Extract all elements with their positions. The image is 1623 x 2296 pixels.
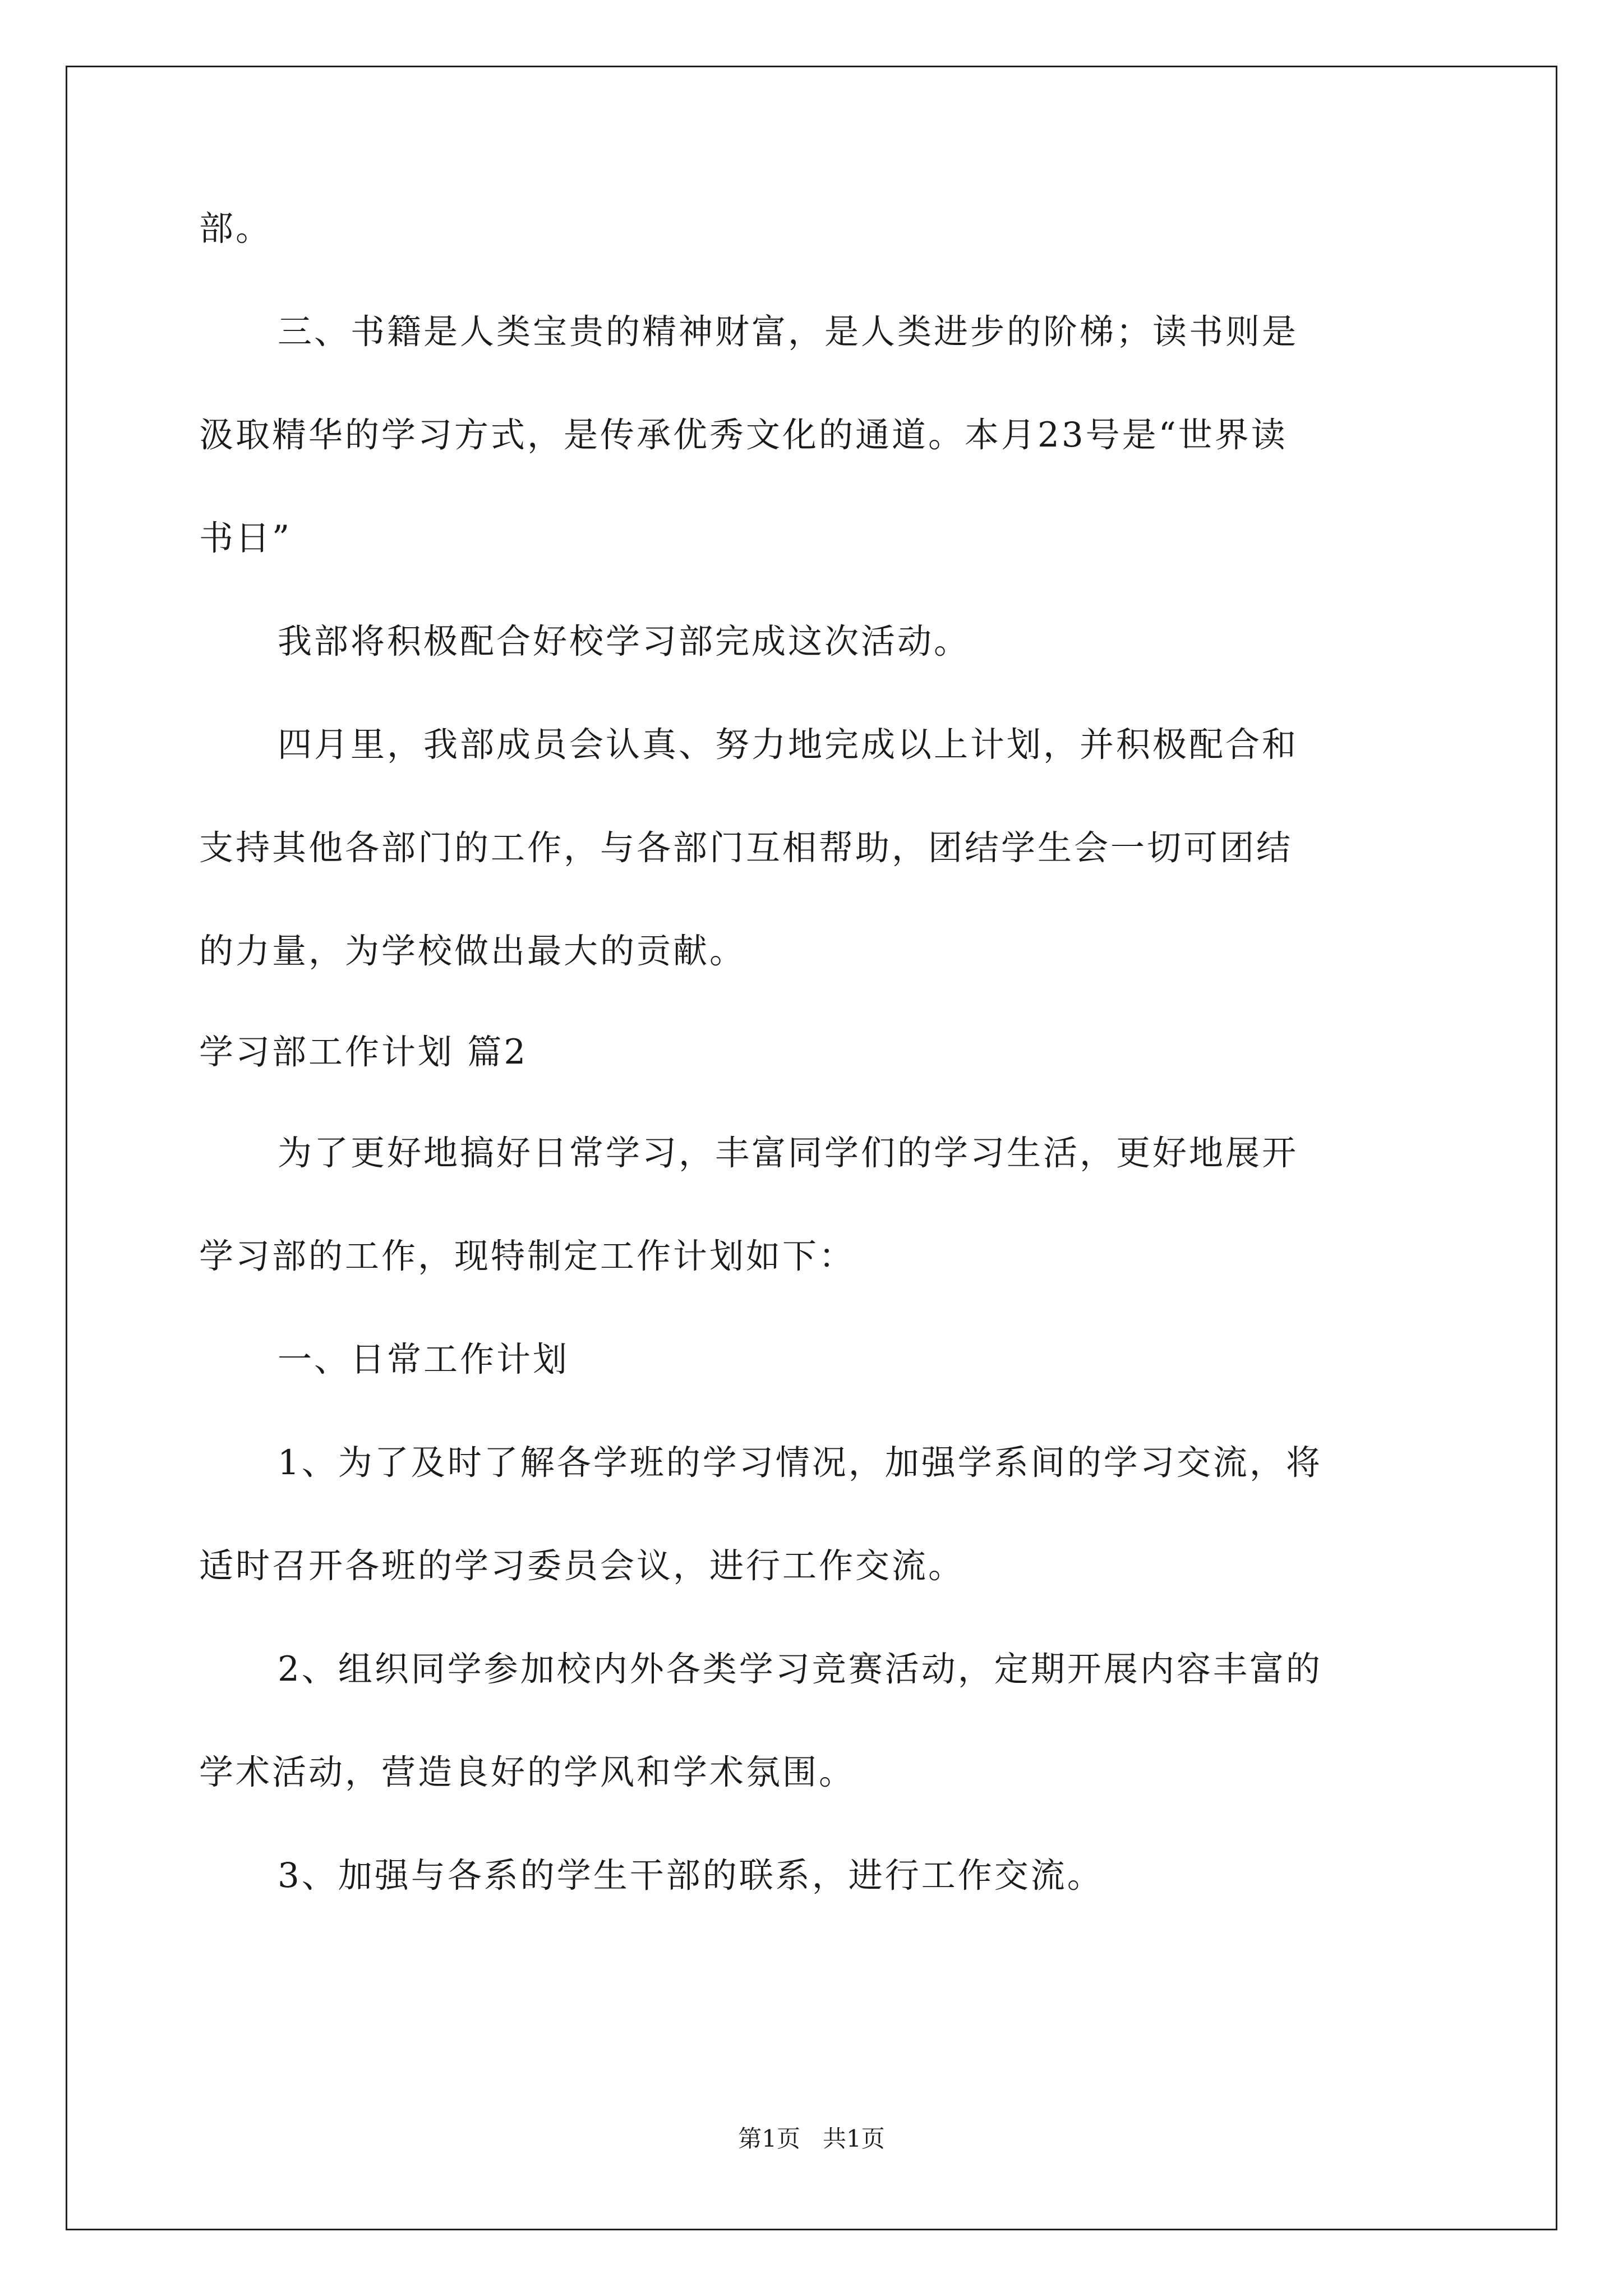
- paragraph-line: 四月里，我部成员会认真、努力地完成以上计划，并积极配合和: [278, 725, 1299, 765]
- paragraph-line: 部。: [199, 209, 273, 249]
- paragraph-line: 学习部的工作，现特制定工作计划如下：: [199, 1236, 856, 1276]
- paragraph-line: 学术活动，营造良好的学风和学术氛围。: [199, 1752, 856, 1792]
- paragraph-line: 1、为了及时了解各学班的学习情况，加强学系间的学习交流，将: [278, 1443, 1322, 1483]
- page-number: 第1页: [738, 2125, 800, 2152]
- page-total: 共1页: [823, 2125, 885, 2152]
- paragraph-line: 汲取精华的学习方式，是传承优秀文化的通道。本月23号是“世界读: [199, 415, 1288, 455]
- paragraph-line: 的力量，为学校做出最大的贡献。: [199, 931, 746, 971]
- paragraph-line: 支持其他各部门的工作，与各部门互相帮助，团结学生会一切可团结: [199, 828, 1293, 868]
- document-body: [199, 205, 1433, 1900]
- paragraph-line: 我部将积极配合好校学习部完成这次活动。: [278, 622, 971, 661]
- paragraph-line: 2、组织同学参加校内外各类学习竞赛活动，定期开展内容丰富的: [278, 1649, 1322, 1689]
- section-heading: 学习部工作计划 篇2: [199, 1032, 528, 1072]
- page-footer: [0, 2125, 1623, 2153]
- paragraph-line: 3、加强与各系的学生干部的联系，进行工作交流。: [278, 1856, 1104, 1895]
- paragraph-line: 三、书籍是人类宝贵的精神财富，是人类进步的阶梯；读书则是: [278, 312, 1299, 352]
- paragraph-line: 适时召开各班的学习委员会议，进行工作交流。: [199, 1546, 965, 1586]
- subheading: 一、日常工作计划: [278, 1340, 570, 1379]
- paragraph-line: 为了更好地搞好日常学习，丰富同学们的学习生活，更好地展开: [278, 1133, 1299, 1173]
- paragraph-line: 书日”: [199, 518, 292, 558]
